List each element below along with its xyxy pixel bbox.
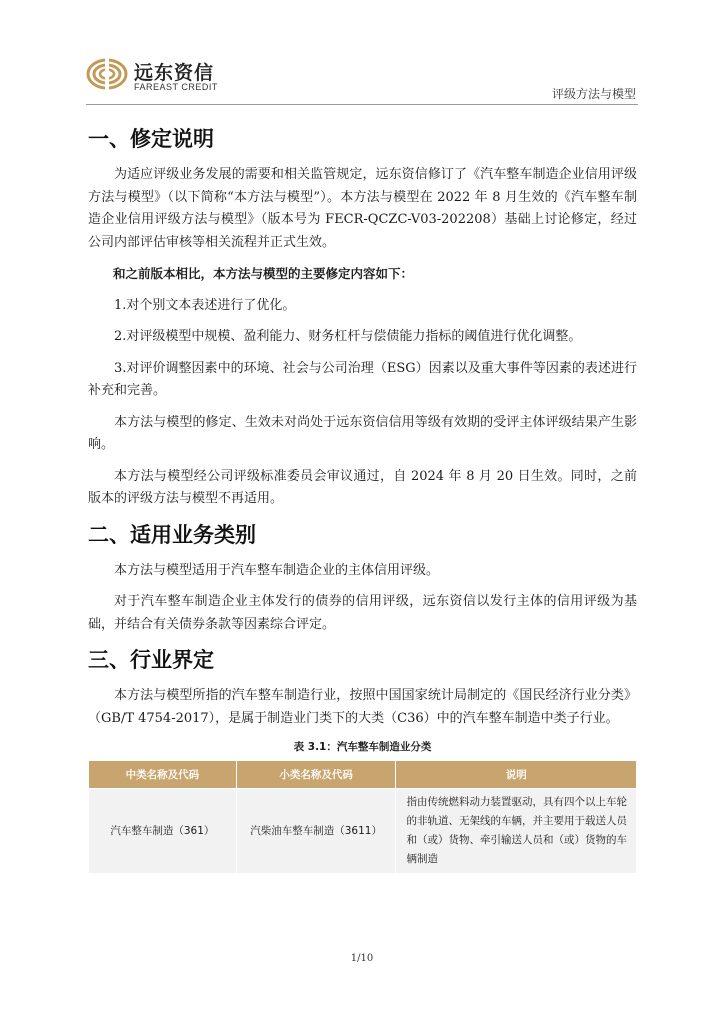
- paragraph: 本方法与模型所指的汽车整车制造行业，按照中国国家统计局制定的《国民经济行业分类》（GB/T 4754-2017），是属于制造业门类下的大类（C36）中的汽车整车制造中类子行业。: [88, 688, 637, 726]
- column-header: 中类名称及代码: [89, 761, 237, 789]
- paragraph: 为适应评级业务发展的需要和相关监管规定，远东资信修订了《汽车整车制造企业信用评级方法与模型》（以下简称“本方法与模型”）。本方法与模型在 2022 年 8 月生效的《汽车整车制造企业信用评级方法与模型》（版本号为 FECR-QCZC-V03-202208）基础上讨论修定，经过公司内部评估审核等相关流程并正式生效。: [88, 167, 637, 250]
- section-title-industry: 三、行业界定: [88, 648, 214, 672]
- paragraph: 1.对个别文本表述进行了优化。: [114, 297, 296, 313]
- page-content: [88, 118, 637, 874]
- paragraph: 2.对评级模型中规模、盈利能力、财务杠杆与偿债能力指标的阈值进行优化调整。: [114, 329, 582, 344]
- column-header: 小类名称及代码: [236, 761, 396, 789]
- table-row: [89, 789, 637, 874]
- table-header-row: [89, 761, 637, 789]
- fareast-credit-logo: [86, 54, 236, 98]
- logo-english-name: FAREAST CREDIT: [134, 82, 218, 92]
- document-type-label: 评级方法与模型: [551, 87, 636, 101]
- paragraph: 3.对评价调整因素中的环境、社会与公司治理（ESG）因素以及重大事件等因素的表述进行补充和完善。: [88, 360, 637, 398]
- logo-rings-icon: [86, 54, 128, 94]
- table-cell: 指由传统燃料动力装置驱动，具有四个以上车轮的非轨道、无架线的车辆，并主要用于载送人员和（或）货物、牵引输送人员和（或）货物的车辆制造: [396, 789, 637, 874]
- paragraph: 对于汽车整车制造企业主体发行的债券的信用评级，远东资信以发行主体的信用评级为基础，并结合有关债券条款等因素综合评定。: [88, 594, 637, 632]
- section-title-revision: 一、修定说明: [88, 127, 214, 151]
- industry-classification-table: [88, 760, 637, 874]
- header-divider: [86, 104, 638, 105]
- logo-chinese-name: 远东资信: [134, 62, 215, 84]
- paragraph-bold: 和之前版本相比，本方法与模型的主要修定内容如下：: [113, 266, 414, 281]
- paragraph: 本方法与模型的修定、生效未对尚处于远东资信信用等级有效期的受评主体评级结果产生影响。: [88, 414, 637, 452]
- page-number: 1/10: [350, 953, 374, 964]
- table-cell: 汽柴油车整车制造（3611）: [236, 789, 396, 874]
- section-title-scope: 二、适用业务类别: [88, 522, 256, 547]
- paragraph: 本方法与模型经公司评级标准委员会审议通过，自 2024 年 8 月 20 日生效。同时，之前版本的评级方法与模型不再适用。: [88, 468, 637, 506]
- page-header: [0, 0, 724, 110]
- table-caption: 表 3.1：汽车整车制造业分类: [293, 741, 432, 753]
- paragraph: 本方法与模型适用于汽车整车制造企业的主体信用评级。: [114, 562, 440, 578]
- table-cell: 汽车整车制造（361）: [89, 789, 237, 874]
- column-header: 说明: [396, 761, 637, 789]
